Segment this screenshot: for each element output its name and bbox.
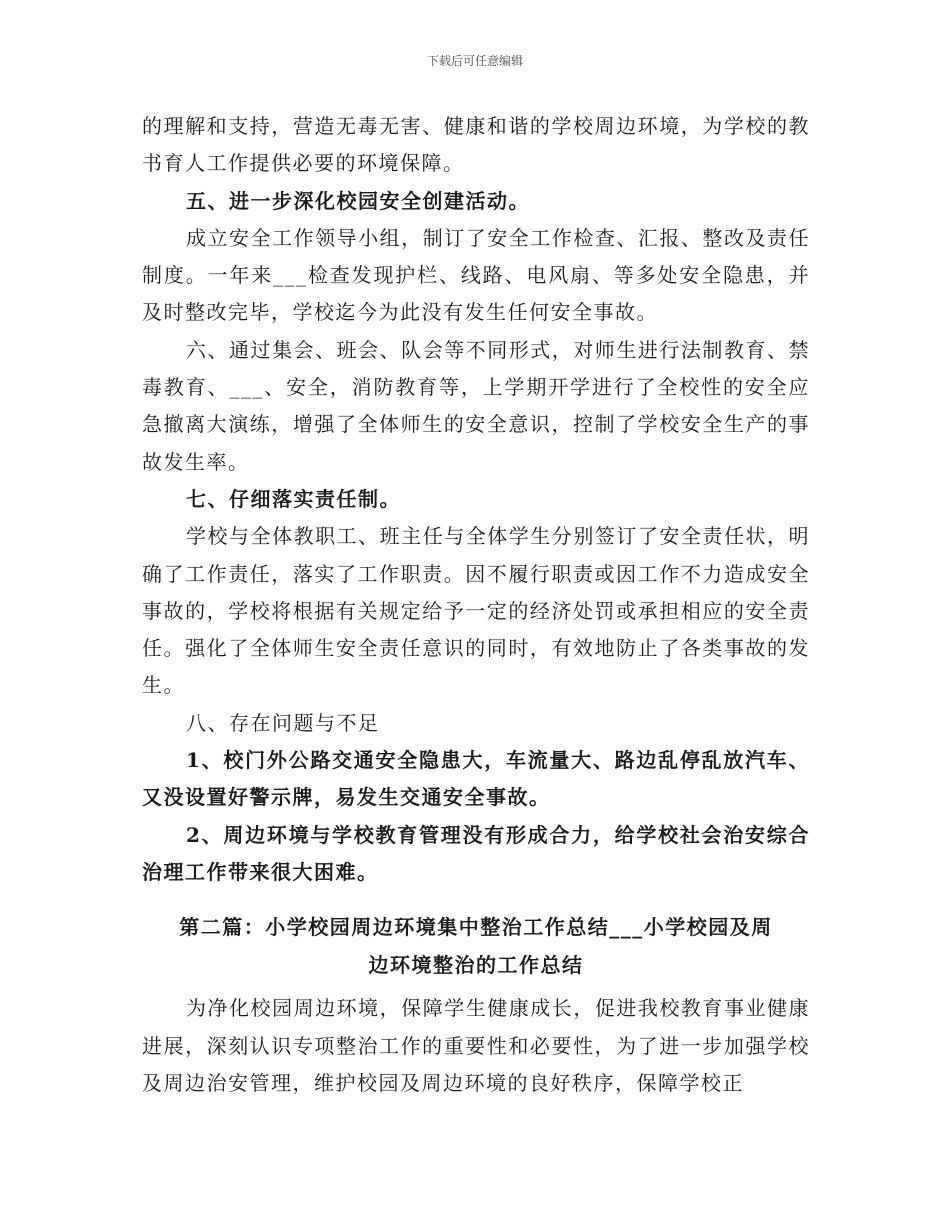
heading-section-8: 八、存在问题与不足 (186, 710, 380, 735)
paragraph-section-6: 六、通过集会、班会、队会等不同形式，对师生进行法制教育、禁毒教育、___、安全，消防教育等，上学期开学进行了全校性的安全应急撤离大演练，增强了全体师生的安全意识，控制了学校安全生产的事故发生率。 (142, 337, 810, 474)
paragraph-safety-team: 成立安全工作领导小组，制订了安全工作检查、汇报、整改及责任制度。一年来___检查发现护栏、线路、电风扇、等多处安全隐患，并及时整改完毕，学校迄今为此没有发生任何安全事故。 (142, 225, 810, 325)
section-title-line-1: 第二篇：小学校园周边环境集中整治工作总结___小学校园及周 (179, 915, 773, 940)
heading-section-5: 五、进一步深化校园安全创建活动。 (186, 188, 530, 213)
section-title-line-2: 边环境整治的工作总结 (368, 952, 584, 977)
section-title (142, 909, 810, 984)
paragraph-intro: 为净化校园周边环境，保障学生健康成长，促进我校教育事业健康进展，深刻认识专项整治工作的重要性和必要性，为了进一步加强学校及周边治安管理，维护校园及周边环境的良好秩序，保障学校正 (142, 996, 810, 1095)
paragraph-responsibility: 学校与全体教职工、班主任与全体学生分别签订了安全责任状，明确了工作责任，落实了工作职责。因不履行职责或因工作不力造成安全事故的，学校将根据有关规定给予一定的经济处罚或承担相应的安全责任。强化了全体师生安全责任意识的同时，有效地防止了各类事故的发生。 (142, 524, 810, 698)
page-header: 下载后可任意编辑 (426, 54, 523, 68)
paragraph-continuation: 的理解和支持，营造无毒无害、健康和谐的学校周边环境，为学校的教书育人工作提供必要的环境保障。 (142, 114, 810, 176)
heading-section-7: 七、仔细落实责任制。 (186, 486, 401, 511)
problem-item-1: 1、校门外公路交通安全隐患大，车流量大、路边乱停乱放汽车、又没设置好警示牌，易发生交通安全事故。 (142, 748, 810, 810)
document-body (142, 108, 810, 1102)
problem-item-2: 2、周边环境与学校教育管理没有形成合力，给学校社会治安综合治理工作带来很大困难。 (142, 822, 810, 884)
